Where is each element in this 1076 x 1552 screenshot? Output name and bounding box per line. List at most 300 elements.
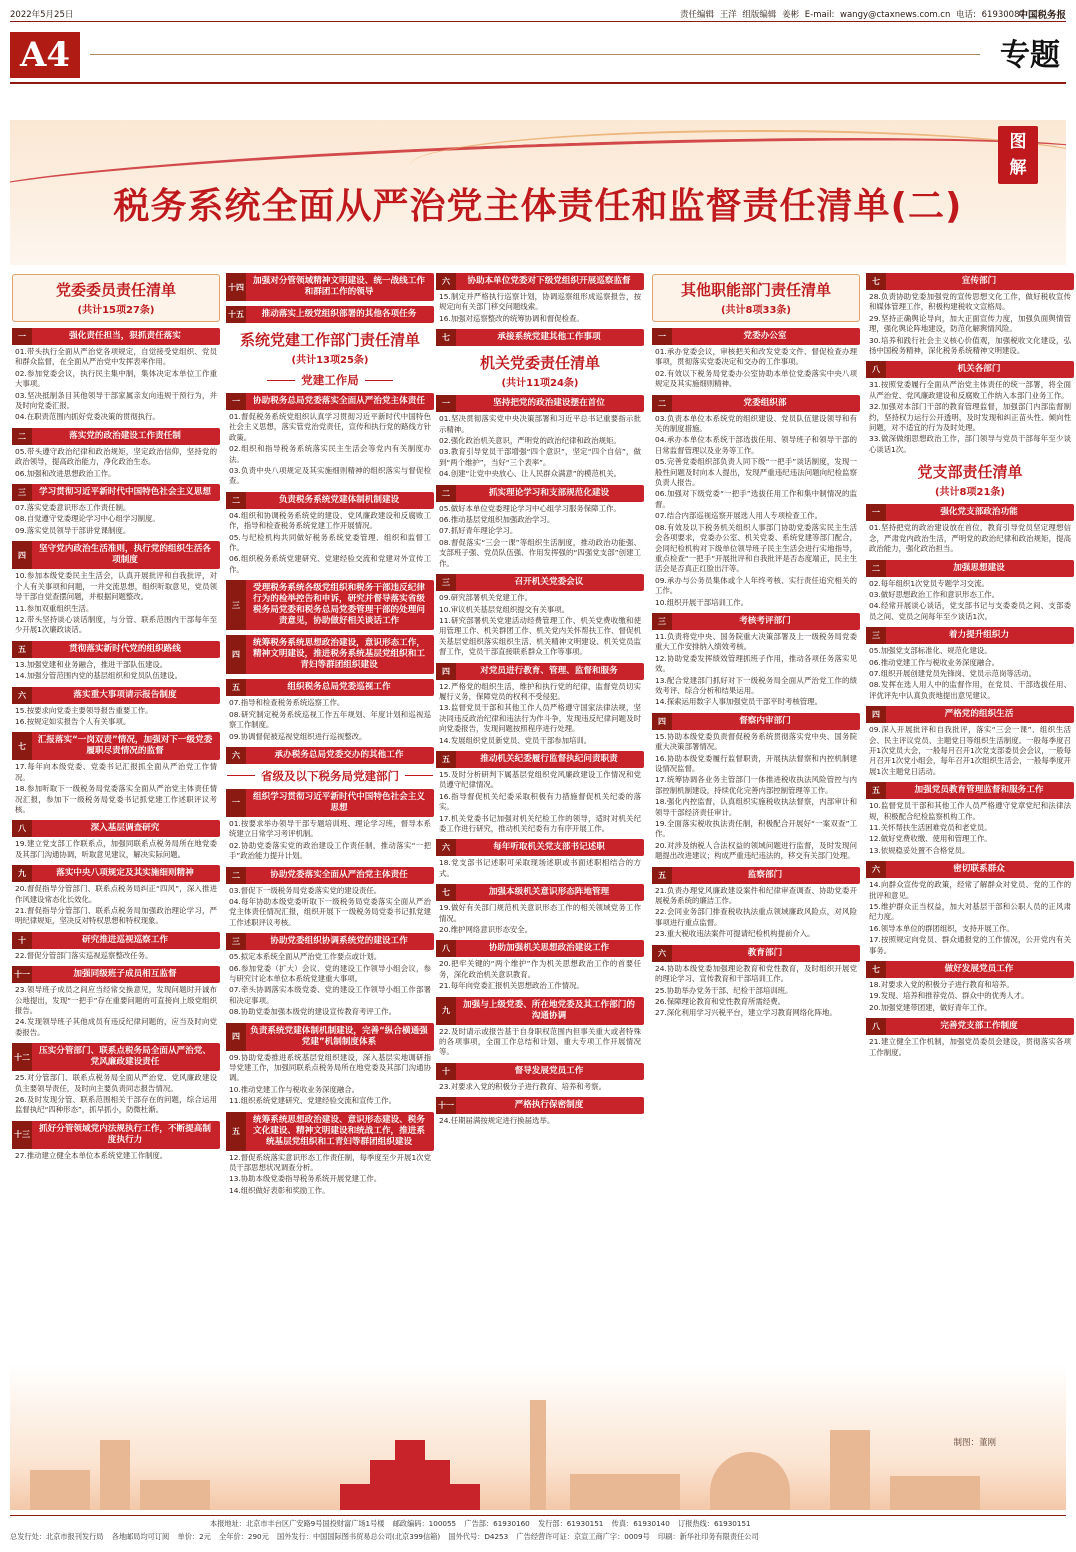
group-title: 完善党支部工作制度 xyxy=(940,1021,1018,1032)
group-heading xyxy=(436,1063,644,1080)
group-title: 考核考评部门 xyxy=(739,615,791,626)
list-item: 24.发现领导班子其他成员有违反纪律问题的，应当及时向党委报告。 xyxy=(15,1017,217,1037)
group-list xyxy=(226,789,434,1196)
group-title: 深入基层调查研究 xyxy=(90,823,160,834)
item-group xyxy=(436,273,644,324)
group-body xyxy=(652,345,860,390)
group-number: 八 xyxy=(866,361,886,378)
list-item: 25.对分管部门、联系点税务局全面从严治党、党风廉政建设负主要领导责任，及时向主要负责同志报告情况。 xyxy=(15,1073,217,1093)
subsection-title: 党建工作局 xyxy=(226,372,434,388)
group-heading xyxy=(436,329,644,346)
group-heading xyxy=(436,395,644,412)
list-item: 19.做好有关部门规范机关意识形态工作的相关领域党务工作情况。 xyxy=(439,903,641,923)
group-number: 三 xyxy=(12,484,32,501)
list-item: 04.组织和协调税务系统党的建设、党风廉政建设和反腐败工作，指导和检查税务系统党建工作开展情况。 xyxy=(229,510,431,531)
group-title: 协助本单位党委对下级党组织开展巡察监督 xyxy=(467,276,631,286)
list-item: 10.监督党员干部和其他工作人员严格遵守党章党纪和法律法规，积极配合纪检监察机构工作。 xyxy=(869,801,1071,821)
group-body xyxy=(12,658,220,682)
group-title: 加强与上级党委、所在地党委及其工作部门的沟通协调 xyxy=(463,999,635,1021)
group-heading xyxy=(12,820,220,837)
list-item: 01.坚持把党的政治建设放在首位，教育引导党员坚定理想信念，严肃党内政治生活，严明党的政治纪律和政治规矩，提高政治能力，强化政治担当。 xyxy=(869,523,1071,554)
item-group xyxy=(436,884,644,935)
group-number: 十 xyxy=(436,1063,456,1080)
item-group xyxy=(12,541,220,635)
list-item: 08.督促落实“三会一课”等组织生活制度，推动政治功能强、支部班子强、党员队伍强、作用发挥强的“四强党支部”创建工作。 xyxy=(439,537,641,568)
column-4 xyxy=(652,268,860,1020)
group-body xyxy=(652,962,860,1019)
list-item: 02.有效以下税务局党委办公室协助本单位党委落实中央八项规定及其实施细则精神。 xyxy=(655,368,857,389)
group-heading xyxy=(226,867,434,884)
group-title: 推动落实上级党组织部署的其他各项任务 xyxy=(261,309,417,319)
group-number: 七 xyxy=(436,329,456,346)
group-body xyxy=(652,730,860,862)
list-item: 15.及时分析研判下属基层党组织党风廉政建设工作情况和党员遵守纪律情况。 xyxy=(439,769,641,790)
group-heading xyxy=(866,273,1074,290)
group-title: 召开机关党委会议 xyxy=(514,577,584,588)
item-group xyxy=(866,361,1074,455)
group-title: 督导发展党员工作 xyxy=(514,1065,584,1076)
group-title: 做好发展党员工作 xyxy=(944,964,1014,975)
list-item: 21.每年向党委汇报机关思想政治工作情况。 xyxy=(439,981,584,991)
item-group xyxy=(652,713,860,862)
group-title: 协助党委组织协调系统党的建设工作 xyxy=(270,936,408,947)
group-number: 一 xyxy=(866,504,886,521)
group-number: 六 xyxy=(226,747,246,764)
item-group xyxy=(226,580,434,630)
page-number: A4 xyxy=(10,32,80,78)
group-number: 五 xyxy=(226,1112,246,1151)
group-body xyxy=(436,768,644,834)
item-group xyxy=(12,328,220,423)
list-item: 12.严格党的组织生活，维护和执行党的纪律，监督党员切实履行义务，保障党员的权利不受侵犯。 xyxy=(439,681,641,701)
group-heading xyxy=(12,641,220,658)
group-body xyxy=(226,817,434,862)
item-group xyxy=(226,306,434,323)
list-item: 16.领导本单位的群团组织，支持开展工作。 xyxy=(869,923,1014,933)
group-title: 负责税务系统党建体制机制建设 xyxy=(278,494,400,505)
item-group xyxy=(652,395,860,608)
list-item: 02.协助党委落实党的政治建设工作责任制，推动落实“一把手”政治能力提升计划。 xyxy=(229,840,431,861)
item-group xyxy=(436,1063,644,1092)
group-title: 机关各部门 xyxy=(957,364,1001,375)
group-heading xyxy=(652,867,860,884)
item-group xyxy=(866,627,1074,701)
list-item: 14.探索运用数字人事加强党员干部平时考核管理。 xyxy=(655,697,822,707)
list-item: 19.全面落实税收执法责任制，积极配合开展好“一案双查”工作。 xyxy=(655,819,857,839)
list-item: 21.负责办理党风廉政建设案件和纪律审查调查、协助党委开展税务系统的廉洁工作。 xyxy=(655,885,857,906)
list-item: 16.协助本级党委履行监督职责，开展执法督察和内控机制建设情况监督。 xyxy=(655,753,857,773)
item-group xyxy=(866,560,1074,623)
group-heading xyxy=(866,782,1074,799)
group-title: 协助税务总局党委落实全面从严治党主体责任 xyxy=(253,396,425,406)
group-body xyxy=(436,856,644,879)
item-group xyxy=(866,782,1074,856)
group-title: 对党员进行教育、管理、监督和服务 xyxy=(480,665,618,676)
group-heading xyxy=(652,945,860,962)
group-number: 九 xyxy=(436,997,456,1025)
item-group xyxy=(12,1043,220,1116)
group-number: 二 xyxy=(652,395,672,412)
group-body xyxy=(436,901,644,935)
group-number: 三 xyxy=(652,613,672,630)
group-title: 抓实理论学习和支部规范化建设 xyxy=(488,487,610,498)
list-item: 13.协助本级党委指导税务系统开展党建工作。 xyxy=(229,1174,382,1184)
item-group xyxy=(12,1121,220,1161)
group-number: 十四 xyxy=(226,273,246,301)
group-number: 十五 xyxy=(226,306,246,323)
group-number: 四 xyxy=(652,713,672,730)
item-group xyxy=(866,273,1074,356)
group-title: 统筹系统思想政治建设、意识形态建设、税务文化建设、精神文明建设和统战工作，推进系统基层党组织和工青妇等群团组织建设 xyxy=(253,1114,425,1147)
group-number: 一 xyxy=(226,789,246,817)
list-item: 02.组织和指导税务系统落实民主生活会等党内有关制度办法。 xyxy=(229,444,431,464)
list-item: 11.研究部署机关党建活动经费管理工作、机关党费收缴和使用管理工作、机关群团工作、机关党内关怀帮扶工作、督促机关基层党组织落实组织生活、机关精神文明建设、机关党员监督工作，党员干部直接联系群众工作等事项。 xyxy=(439,615,641,657)
item-group xyxy=(866,504,1074,554)
list-item: 04.在职责范围内抓好党委决策的贯彻执行。 xyxy=(15,412,160,422)
skyline-illustration xyxy=(10,1364,1066,1510)
group-heading xyxy=(226,273,434,301)
list-item: 08.研究制定税务系统巡视工作五年规划、年度计划和巡视巡察工作制度。 xyxy=(229,709,431,730)
banner xyxy=(10,120,1066,265)
group-heading xyxy=(866,627,1074,644)
group-heading xyxy=(226,747,434,764)
group-number: 三 xyxy=(226,580,246,630)
group-title: 承办税务总局党委交办的其他工作 xyxy=(274,749,404,760)
list-item: 18.强化内控监督，认真组织实施税收执法督察，内部审计和领导干部经济责任审计。 xyxy=(655,797,857,817)
group-body xyxy=(436,1080,644,1092)
column-2 xyxy=(226,268,434,1197)
item-group xyxy=(226,1023,434,1107)
group-title: 汇报落实“一岗双责”情况，加强对下一级党委履职尽责情况的监督 xyxy=(37,735,213,757)
item-group xyxy=(866,961,1074,1013)
group-body xyxy=(652,884,860,940)
list-item: 07.落实党委意识形态工作责任制。 xyxy=(15,503,131,513)
list-item: 03.做好思想政治工作和意识形态工作。 xyxy=(869,589,1000,599)
group-body xyxy=(12,949,220,961)
group-body xyxy=(866,644,1074,701)
list-item: 10.参加本级党委民主生活会，认真开展批评和自我批评，对个人有关事项和问题，一并交流思想，组织听取意见，党员领导干部自觉查摆问题，并根据问题整改。 xyxy=(15,571,217,602)
group-number: 十二 xyxy=(12,1043,32,1071)
item-group xyxy=(226,867,434,929)
group-body xyxy=(866,978,1074,1013)
group-title: 监察部门 xyxy=(747,869,783,880)
group-number: 六 xyxy=(436,273,456,290)
group-body xyxy=(226,410,434,487)
group-heading xyxy=(12,1121,220,1149)
group-number: 五 xyxy=(12,641,32,658)
group-title: 加强思想建设 xyxy=(953,562,1005,573)
list-item: 03.负责本单位本系统党的组织建设、党员队伍建设领导和有关的制度措施。 xyxy=(655,413,857,434)
group-heading xyxy=(226,393,434,410)
group-body xyxy=(436,957,644,991)
list-item: 21.建立健全工作机制，加强党员委员会建设，贯彻落实各项工作制度。 xyxy=(869,1037,1071,1057)
group-title: 协助党委落实全面从严治党主体责任 xyxy=(270,869,408,880)
group-number: 四 xyxy=(12,541,32,569)
list-item: 16.指导督促机关纪委采取积极有力措施督促机关纪委的落实。 xyxy=(439,791,641,812)
illustrator-credit: 制图：董刚 xyxy=(953,1438,996,1448)
group-body xyxy=(12,837,220,860)
list-item: 10.组织开展干部培训工作。 xyxy=(655,597,749,607)
group-number: 三 xyxy=(436,574,456,591)
group-body xyxy=(866,521,1074,554)
group-heading xyxy=(436,574,644,591)
list-item: 20.维护网络意识形态安全。 xyxy=(439,925,533,935)
list-item: 12.做好党费收缴、使用和管理工作。 xyxy=(869,834,992,844)
group-heading xyxy=(866,1018,1074,1035)
group-number: 十 xyxy=(12,932,32,949)
group-number: 八 xyxy=(12,820,32,837)
list-item: 01.按要求举办领导干部专题培训班、理论学习班，督导本系统建立日常学习考评机制。 xyxy=(229,818,431,839)
group-heading xyxy=(226,635,434,674)
group-body xyxy=(436,1025,644,1058)
group-heading xyxy=(12,541,220,569)
list-item: 14.加强分管范围内党的基层组织和党员队伍建设。 xyxy=(15,671,182,681)
group-title: 落实党的政治建设工作责任制 xyxy=(69,430,181,441)
group-heading xyxy=(226,679,434,696)
group-title: 组织学习贯彻习近平新时代中国特色社会主义思想 xyxy=(253,791,425,813)
list-item: 09.落实党员领导干部讲党课制度。 xyxy=(15,525,131,535)
group-body xyxy=(866,378,1074,455)
list-item: 17.统筹协调各业务主管部门一体推进税收执法风险管控与内部控制机制建设，持续优化完善内部控制管理等工作。 xyxy=(655,775,857,795)
group-number: 五 xyxy=(866,782,886,799)
group-list xyxy=(226,393,434,764)
group-number: 十一 xyxy=(12,966,32,983)
list-item: 10.审议机关基层党组织提交有关事项。 xyxy=(439,604,570,614)
group-number: 三 xyxy=(866,627,886,644)
list-item: 22.会同业务部门排查税收执法重点领域廉政风险点，对风险事项进行重点监督。 xyxy=(655,907,857,927)
group-heading xyxy=(866,560,1074,577)
list-item: 22.及时请示或报告基于自身职权范围内但事关重大或者特殊的各项事项，全面工作总结和计划、重大专项工作开展情况等。 xyxy=(439,1026,641,1057)
item-group xyxy=(652,328,860,390)
list-item: 11.参加双重组织生活。 xyxy=(15,603,94,613)
list-item: 18.对要求入党的积极分子进行教育和培养。 xyxy=(869,980,1014,990)
group-number: 十三 xyxy=(12,1121,32,1149)
list-item: 16.加强对巡察整改的统筹协调和督促检查。 xyxy=(439,313,584,323)
group-heading xyxy=(866,706,1074,723)
list-item: 26.保障理论教育和党性教育所需经费。 xyxy=(655,996,786,1006)
section-header: 系统党建工作部门责任清单 (共计13项25条) xyxy=(239,331,420,366)
list-item: 03.教育引导党员干部增强“四个意识”，坚定“四个自信”，做到“两个维护”，当好“三个表率”。 xyxy=(439,447,641,467)
list-item: 16.按规定如实报告个人有关事项。 xyxy=(15,716,131,726)
list-item: 17.机关党委书记加强对机关纪检工作的领导，适时对机关纪委工作进行研究，推动机关纪委有力有序开展工作。 xyxy=(439,813,641,833)
group-heading xyxy=(12,966,220,983)
group-number: 二 xyxy=(226,492,246,509)
group-title: 组织税务总局党委巡视工作 xyxy=(287,682,391,693)
group-number: 四 xyxy=(866,706,886,723)
group-title: 严格党的组织生活 xyxy=(944,709,1014,720)
group-title: 强化责任担当，狠抓责任落实 xyxy=(69,331,181,341)
item-group xyxy=(866,861,1074,956)
list-item: 18.党支部书记述职可采取现场述职或书面述职相结合的方式。 xyxy=(439,858,641,878)
group-title: 党委组织部 xyxy=(743,397,787,408)
group-heading xyxy=(866,961,1074,978)
column-3 xyxy=(436,268,644,1128)
list-item: 01.督促税务系统党组织认真学习贯彻习近平新时代中国特色社会主义思想，落实管党治党责任，宣传和执行党的路线方针政策。 xyxy=(229,412,431,442)
list-item: 15.按要求向党委主要领导报告重要工作。 xyxy=(15,705,153,715)
group-heading xyxy=(436,839,644,856)
group-title: 受理税务系统各级党组织和税务干部违反纪律行为的检举控告和申诉，研究并督导落实省级税务局党委和税务总局党委管理干部的处理问责意见，协助做好相关谈话工作 xyxy=(253,583,425,627)
group-list xyxy=(226,273,434,323)
item-group xyxy=(436,751,644,834)
group-number: 七 xyxy=(12,732,32,760)
item-group xyxy=(12,428,220,479)
list-item: 05.加强党支部标准化、规范化建设。 xyxy=(869,646,992,656)
list-item: 19.建立党支部工作联系点，加强同联系点税务局所在地党委及其部门沟通协调，听取意见建议，解决实际问题。 xyxy=(15,839,217,859)
group-title: 加强同级班子成员相互监督 xyxy=(73,969,177,980)
group-body xyxy=(12,569,220,635)
group-number: 十一 xyxy=(436,1097,456,1114)
list-item: 03.督促下一级税务局党委落实党的建设责任。 xyxy=(229,885,382,895)
group-title: 严格执行保密制度 xyxy=(514,1100,584,1111)
section-label: 专题 xyxy=(1000,38,1060,73)
list-item: 02.每年组织1次党员专题学习交流。 xyxy=(869,578,989,588)
group-number: 一 xyxy=(652,328,672,345)
group-body xyxy=(866,1035,1074,1058)
group-number: 五 xyxy=(226,679,246,696)
group-number: 三 xyxy=(226,933,246,950)
group-heading xyxy=(436,485,644,502)
list-item: 07.抓好青年理论学习。 xyxy=(439,526,518,536)
group-list xyxy=(866,504,1074,1058)
group-heading xyxy=(226,933,434,950)
list-item: 01.坚决贯彻落实党中央决策部署和习近平总书记重要指示批示精神。 xyxy=(439,414,641,434)
group-heading xyxy=(226,306,434,323)
item-group xyxy=(226,679,434,742)
group-body xyxy=(12,1071,220,1116)
group-body xyxy=(226,696,434,742)
group-title: 加强党员教育管理监督和服务工作 xyxy=(914,785,1044,796)
list-item: 33.做深做细思想政治工作，部门领导与党员干部每年至少谈心谈话1次。 xyxy=(869,434,1071,454)
list-item: 13.依规稳妥处置不合格党员。 xyxy=(869,845,970,855)
group-heading xyxy=(436,884,644,901)
footer xyxy=(10,1515,1066,1545)
list-item: 06.加强对下级党委“一把手”选拔任用工作和集中制情况的监督。 xyxy=(655,489,857,509)
list-item: 06.参加党委（扩大）会议、党的建设工作领导小组会议，参与研究讨论本单位本系统党建重大事项。 xyxy=(229,963,431,983)
list-item: 05.与纪检机构共同做好税务系统党委管理、组织和监督工作。 xyxy=(229,532,431,553)
masthead-rule xyxy=(90,54,980,55)
item-group xyxy=(436,329,644,346)
list-item: 05.做好本单位党委理论学习中心组学习服务保障工作。 xyxy=(439,503,621,513)
issue-date: 2022年5月25日 xyxy=(10,10,74,20)
list-item: 23.重大税收违法案件可提请纪检机构提前介入。 xyxy=(655,929,815,939)
list-item: 11.组织系统党建研究、党建经验交流和宣传工作。 xyxy=(229,1096,396,1106)
list-item: 02.强化政治机关意识，严明党的政治纪律和政治规矩。 xyxy=(439,436,621,446)
group-body xyxy=(12,983,220,1038)
group-title: 教育部门 xyxy=(747,947,783,958)
group-heading xyxy=(866,861,1074,878)
list-item: 26.及时发现分管、联系范围相关干部存在的问题，综合运用监督执纪“四种形态”，抓早抓小，防微杜渐。 xyxy=(15,1095,217,1115)
list-item: 03.坚决抵制条目其他领导干部家属亲友向违规干预行为，并及时向党委汇报。 xyxy=(15,390,217,411)
top-strip xyxy=(10,6,1066,22)
group-title: 抓好分管领域党内法规执行工作，不断提高制度执行力 xyxy=(39,1123,211,1145)
section-header: 党委委员责任清单 (共计15项27条) xyxy=(12,274,220,322)
list-item: 27.推动建立健全本单位本系统党建工作制度。 xyxy=(15,1150,168,1160)
group-number: 二 xyxy=(866,560,886,577)
group-body xyxy=(12,501,220,536)
group-number: 七 xyxy=(436,884,456,901)
group-title: 贯彻落实新时代党的组织路线 xyxy=(69,643,181,654)
group-heading xyxy=(226,1112,434,1151)
group-heading xyxy=(12,484,220,501)
list-item: 32.加强对本部门干部的教育管理监督，加强部门内部监督制约，坚持权力运行公开透明，及时发现和纠正苗头性、倾向性问题，对不适宜的行为及时处理。 xyxy=(869,402,1071,433)
group-heading xyxy=(12,932,220,949)
section-header: 机关党委责任清单 (共计11项24条) xyxy=(479,354,600,390)
group-body xyxy=(226,1051,434,1107)
list-item: 04.每年协助本级党委听取下一级税务局党委落实全面从严治党主体责任情况汇报，组织开展下一级税务局党委书记抓党建工作述职评议考核。 xyxy=(229,896,431,927)
list-item: 06.推动基层党组织加强政治学习。 xyxy=(439,515,555,525)
group-body xyxy=(866,290,1074,356)
group-body xyxy=(436,412,644,479)
item-group xyxy=(436,395,644,479)
list-item: 08.协助党委加强本级党的建设宣传教育考评工作。 xyxy=(229,1007,396,1017)
list-item: 04.经常开展谈心谈话，党支部书记与支委委员之间、支部委员之间、党员之间每年至少谈话1次。 xyxy=(869,601,1071,621)
group-title: 研究推进巡视巡察工作 xyxy=(82,934,168,945)
group-title: 统筹税务系统思想政治建设，意识形态工作，精神文明建设，推进税务系统基层党组织和工青妇等群团组织建设 xyxy=(253,638,425,671)
group-number: 二 xyxy=(436,485,456,502)
list-item: 25.协助举办党务干部、纪检干部培训班。 xyxy=(655,985,793,995)
group-heading xyxy=(12,1043,220,1071)
list-item: 13.监督党员干部和其他工作人员严格遵守国家法律法规，坚决同违反政治纪律和违法行为作斗争，发现违反纪律问题及时向党委报告，发现问题按照程序进行处理。 xyxy=(439,703,641,734)
editor-credits: 责任编辑 王洋 组版编辑 姜彬 E-mail: wangy@ctaxnews.com.cn 电话: 61930087 xyxy=(680,10,1025,20)
list-item: 20.对涉及纳税人合法权益的领域问题进行监督，及时发现问题提出改进建议；构成严重违纪违法的，移交有关部门处理。 xyxy=(655,840,857,861)
group-number: 七 xyxy=(866,273,886,290)
list-item: 09.研究部署机关党建工作。 xyxy=(439,593,533,603)
list-item: 11.负责将党中央、国务院重大决策部署及上一级税务局党委重大工作安排纳入绩效考核。 xyxy=(655,631,857,652)
footer-line-1: 本报地址：北京市丰台区广安路9号国投财富广场1号楼 邮政编码：100055 广告部：61930160 发行部：61930151 传真：61930140 订报热线：61930151 xyxy=(210,1519,751,1528)
group-heading xyxy=(652,328,860,345)
group-body xyxy=(12,760,220,815)
masthead xyxy=(10,24,1066,84)
item-group xyxy=(226,273,434,301)
item-group xyxy=(12,966,220,1038)
group-title: 督察内审部门 xyxy=(739,715,791,726)
item-group xyxy=(652,867,860,940)
group-list xyxy=(12,328,220,1161)
group-body xyxy=(12,704,220,728)
list-item: 12.督促系统落实意识形态工作责任制，每季度至少开展1次党员干部思想状况调查分析。 xyxy=(229,1152,431,1173)
group-body xyxy=(436,290,644,324)
group-body xyxy=(652,630,860,708)
list-item: 20.加强党建带团建，做好青年工作。 xyxy=(869,1002,992,1012)
list-item: 23.领导班子成员之间应当经常交换意见，发现问题时开诚布公地提出，发现“一把手”存在重要问题的可直接向上级党组织报告。 xyxy=(15,985,217,1016)
section-header: 其他职能部门责任清单 (共计8项33条) xyxy=(652,274,860,322)
list-item: 14.向群众宣传党的政策，经常了解群众对党员、党的工作的批评和意见。 xyxy=(869,880,1071,900)
group-title: 推动机关纪委履行监督执纪问责职责 xyxy=(480,753,618,764)
list-item: 09.深入开展批评和自我批评，落实“三会一课”、组织生活会、民主评议党员、主题党日等组织生活制度。一般每季度召开1次党员大会，一般每月召开1次党支部委员会会议，一般每月召开1次党小组会，每年召开1次组织生活会，一般每季度开展1次主题党日活动。 xyxy=(869,725,1071,776)
list-item: 18.参加听取下一级税务局党委落实全面从严治党主体责任情况汇报，参加下一级税务局党委书记抓党建工作述职评议考核。 xyxy=(15,784,217,814)
group-heading xyxy=(866,504,1074,521)
item-group xyxy=(12,484,220,536)
item-group xyxy=(436,485,644,569)
group-number: 七 xyxy=(866,961,886,978)
list-item: 31.按照党委履行全面从严治党主体责任的统一部署，将全面从严治党、党风廉政建设和反腐败工作纳入本部门业务工作。 xyxy=(869,380,1071,400)
list-item: 24.任期届满按规定进行换届选举。 xyxy=(439,1116,555,1126)
group-title: 加强本级机关意识形态阵地管理 xyxy=(488,887,610,898)
list-item: 09.协调督促被巡视党组织进行巡视整改。 xyxy=(229,731,367,741)
list-item: 28.负责协助党委加强党的宣传思想文化工作，做好税收宣传和媒体管理工作，积极构建税收文宣格局。 xyxy=(869,292,1071,312)
list-item: 23.对要求入党的积极分子进行教育、培养和考察。 xyxy=(439,1081,606,1091)
group-heading xyxy=(436,997,644,1025)
group-number: 六 xyxy=(12,687,32,704)
list-item: 04.承办本单位本系统干部选拔任用、领导班子和领导干部的日常监督管理以及业务等工作。 xyxy=(655,435,857,455)
list-item: 27.深化利用学习兴税平台，建立学习教育网络化阵地。 xyxy=(655,1008,837,1018)
list-item: 15.协助本级党委负责督促税务系统贯彻落实党中央、国务院重大决策部署情况。 xyxy=(655,731,857,752)
group-heading xyxy=(12,865,220,882)
group-heading xyxy=(436,1097,644,1114)
list-item: 04.创建“让党中央放心、让人民群众满意”的模范机关。 xyxy=(439,469,622,479)
group-number: 五 xyxy=(436,751,456,768)
group-body xyxy=(866,878,1074,956)
